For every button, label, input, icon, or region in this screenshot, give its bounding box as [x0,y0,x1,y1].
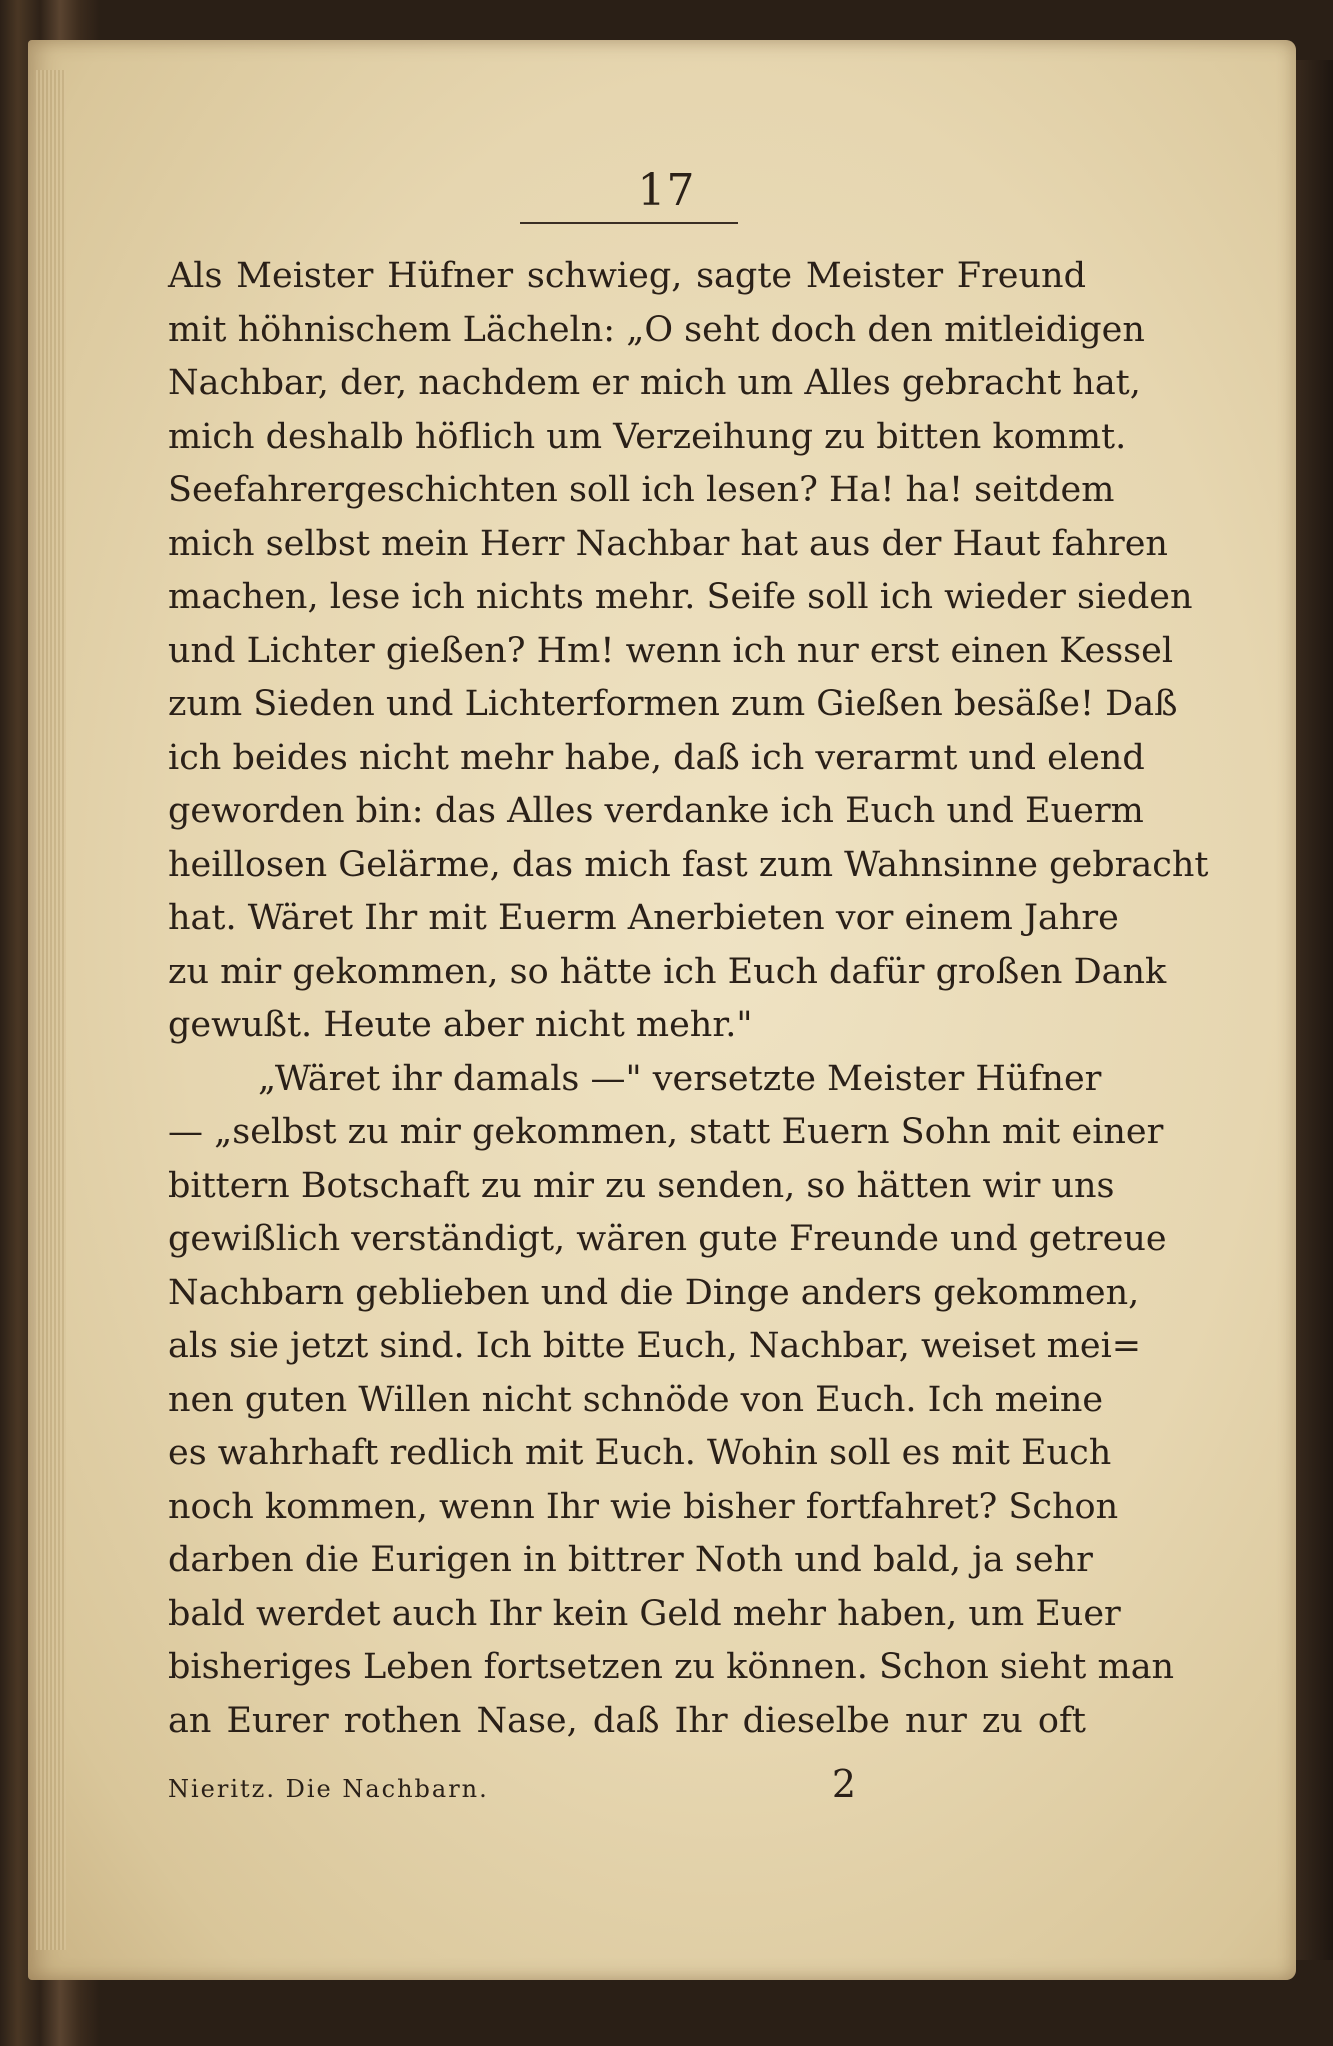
text-line: mich selbst mein Herr Nachbar hat aus der Haut fahren [168,523,1168,564]
page-number: 17 [637,165,696,216]
text-line: „Wäret ihr damals —" versetzte Meister Hüfner [258,1058,1102,1099]
body-text [168,250,1209,1748]
text-line: gewußt. Heute aber nicht mehr." [168,1005,753,1045]
text-line: machen, lese ich nichts mehr. Seife soll ich wieder sieden [168,577,1193,617]
text-line: als sie jetzt sind. Ich bitte Euch, Nachbar, weiset mei= [168,1326,1142,1366]
text-line: es wahrhaft redlich mit Euch. Wohin soll es mit Euch [168,1433,1112,1473]
text-line: zu mir gekommen, so hätte ich Euch dafür großen Dank [168,951,1167,992]
header-rule [520,222,738,224]
text-line: bittern Botschaft zu mir zu senden, so hätten wir uns [168,1165,1115,1206]
printer-signature: Nieritz. Die Nachbarn. [168,1775,489,1803]
text-line: mit höhnischem Lächeln: „O seht doch den mitleidigen [168,309,1145,350]
text-line: und Lichter gießen? Hm! wenn ich nur erst einen Kessel [168,630,1174,671]
text-line: — „selbst zu mir gekommen, statt Euern Sohn mit einer [168,1112,1164,1152]
text-line: Als Meister Hüfner schwieg, sagte Meister Freund [168,256,1086,296]
text-line: nen guten Willen nicht schnöde von Euch. Ich meine [168,1379,1104,1420]
text-line: hat. Wäret Ihr mit Euerm Anerbieten vor einem Jahre [168,898,1119,938]
text-line: Nachbarn geblieben und die Dinge anders gekommen, [168,1272,1140,1313]
signature-number: 2 [831,1762,856,1806]
text-line: mich deshalb höflich um Verzeihung zu bitten kommt. [168,416,1127,457]
text-line: ich beides nicht mehr habe, daß ich verarmt und elend [168,737,1145,778]
text-line: geworden bin: das Alles verdanke ich Euch und Euerm [168,791,1144,831]
text-line: gewißlich verständigt, wären gute Freunde und getreue [168,1219,1167,1259]
text-line: noch kommen, wenn Ihr wie bisher fortfahret? Schon [168,1486,1119,1527]
text-line: zum Sieden und Lichterformen zum Gießen besäße! Daß [168,684,1178,724]
text-line: bald werdet auch Ihr kein Geld mehr haben, um Euer [168,1593,1121,1634]
page-edges [36,70,66,1950]
book-cover-edge [1293,60,1333,1960]
text-line: heillosen Gelärme, das mich fast zum Wahnsinne gebracht [168,844,1209,885]
text-line: darben die Eurigen in bittrer Noth und bald, ja sehr [168,1540,1093,1580]
page-footer [168,1762,1086,1806]
text-line: Seefahrergeschichten soll ich lesen? Ha! ha! seitdem [168,470,1115,510]
text-line: bisheriges Leben fortsetzen zu können. Schon sieht man [168,1647,1175,1687]
text-line: Nachbar, der, nachdem er mich um Alles gebracht hat, [168,363,1141,403]
text-line: an Eurer rothen Nase, daß Ihr dieselbe nur zu oft [168,1700,1086,1741]
